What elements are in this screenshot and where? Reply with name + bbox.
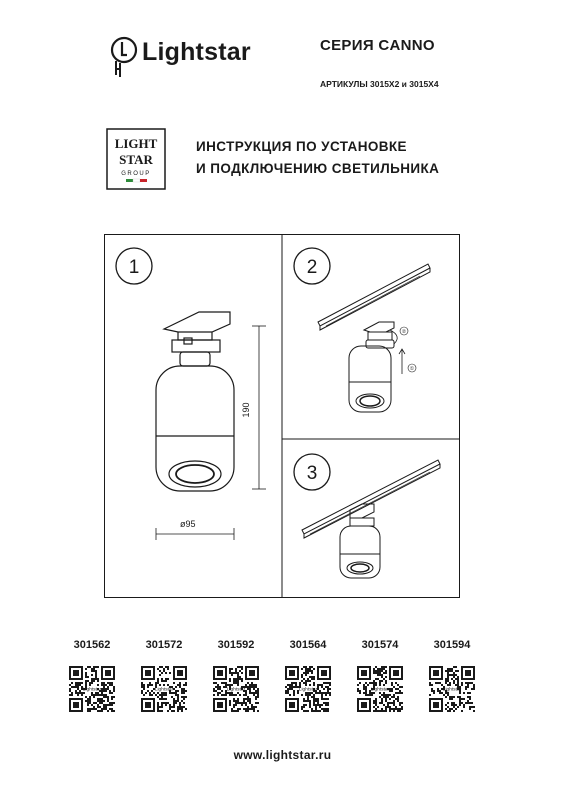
qr-center-caption: Lightstar: [154, 687, 174, 693]
brand-name: Lightstar: [142, 38, 251, 66]
qr-center-caption: Lightstar: [298, 687, 318, 693]
dimension-height-label: 190: [241, 402, 251, 418]
diameter-dimension: [156, 528, 234, 540]
fixture-large-drawing: [156, 312, 234, 491]
step-3-number: 3: [306, 463, 318, 484]
qr-center-caption: Lightstar: [370, 687, 390, 693]
height-dimension: [252, 326, 266, 489]
qr-code-icon[interactable]: [285, 666, 331, 712]
qr-code-icon[interactable]: [141, 666, 187, 712]
article-code: 301594: [433, 639, 471, 651]
installation-panels: [104, 234, 460, 598]
articles-label: АРТИКУЛЫ 3015X2 и 3015X4: [320, 79, 439, 89]
article-code: 301564: [289, 639, 327, 651]
qr-code-icon[interactable]: [69, 666, 115, 712]
flag-green-stripe: [126, 179, 133, 182]
qr-code-icon[interactable]: [357, 666, 403, 712]
qr-center-caption: Lightstar: [226, 687, 246, 693]
lightstar-group-logo: [106, 128, 166, 190]
push-step-label: ①: [409, 366, 415, 372]
track-rail-drawing: [318, 264, 430, 330]
website-link[interactable]: www.lightstar.ru: [233, 748, 332, 762]
instruction-title: [196, 136, 439, 180]
article-code: 301572: [145, 639, 183, 651]
step-2-panel: [294, 248, 430, 412]
step-1-number: 1: [128, 257, 140, 278]
group-logo-line3: GROUP: [121, 171, 151, 177]
qr-code-icon[interactable]: [429, 666, 475, 712]
qr-center-caption: Lightstar: [82, 687, 102, 693]
dimension-diameter-label: ø95: [180, 519, 196, 529]
rotate-step-label: ②: [401, 329, 407, 335]
group-logo-line1: LIGHT: [114, 136, 158, 151]
step-1-panel: [116, 248, 266, 540]
step-2-number: 2: [306, 257, 318, 278]
article-code: 301592: [217, 639, 255, 651]
flag-red-stripe: [140, 179, 147, 182]
qr-code-icon[interactable]: [213, 666, 259, 712]
group-logo-line2: STAR: [119, 152, 153, 167]
article-code: 301574: [361, 639, 399, 651]
flag-white-stripe: [133, 179, 140, 182]
qr-center-caption: Lightstar: [442, 687, 462, 693]
series-title: СЕРИЯ CANNO: [320, 37, 435, 54]
article-code: 301562: [73, 639, 111, 651]
fixture-small-step-2-drawing: [349, 322, 394, 412]
title-line-2: И ПОДКЛЮЧЕНИЮ СВЕТИЛЬНИКА: [196, 161, 440, 176]
track-with-fixture-drawing: [302, 460, 440, 578]
step-3-panel: [294, 454, 440, 578]
title-line-1: ИНСТРУКЦИЯ ПО УСТАНОВКЕ: [196, 139, 407, 154]
